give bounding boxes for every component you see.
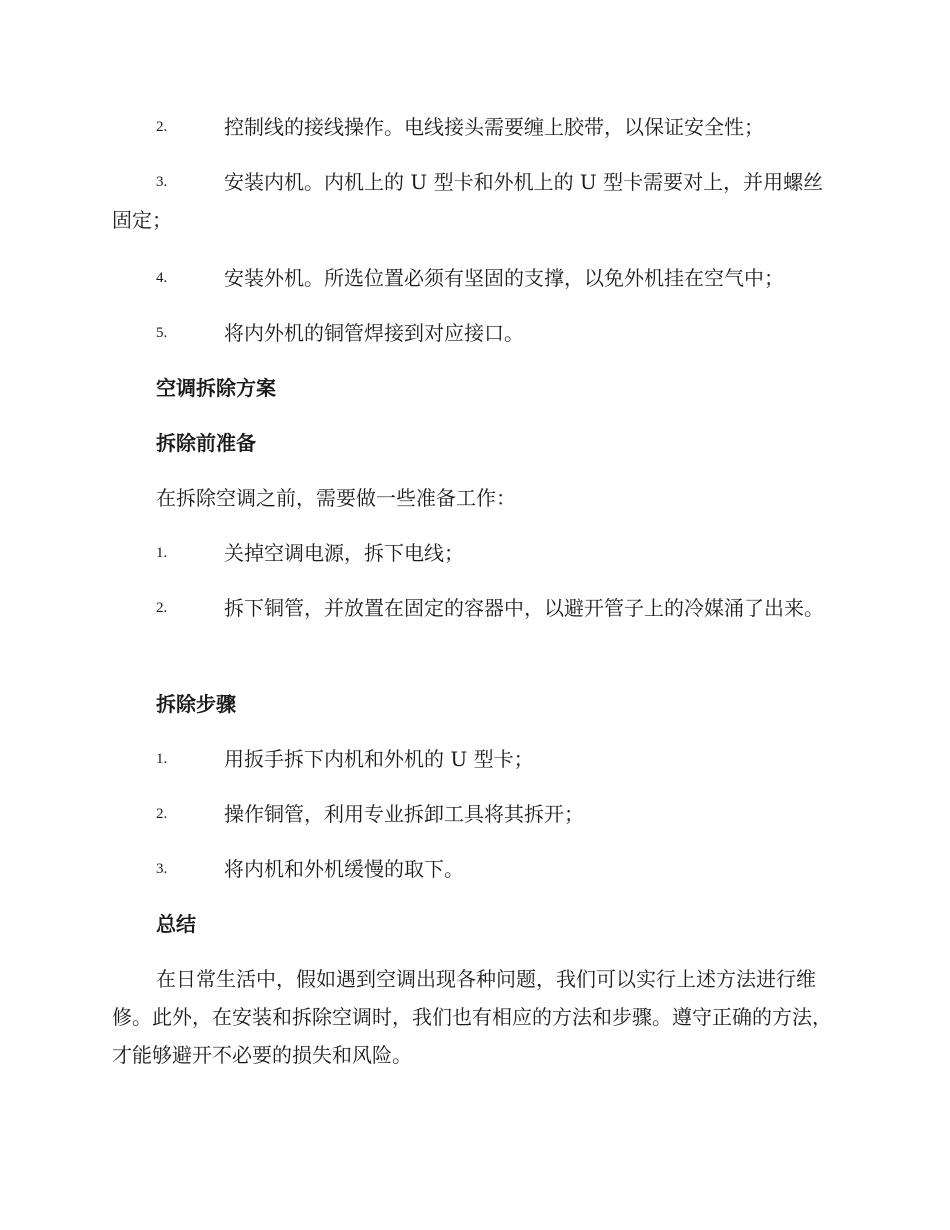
- list-item: [112, 795, 842, 833]
- list-item: [112, 740, 842, 778]
- prep-intro-paragraph: 在拆除空调之前，需要做一些准备工作：: [156, 486, 516, 510]
- list-item-text: 操作铜管，利用专业拆卸工具将其拆开；: [224, 802, 584, 826]
- list-item: [112, 589, 842, 627]
- list-number: 4.: [156, 270, 168, 286]
- list-number: 2.: [156, 806, 168, 822]
- list-item: [112, 163, 842, 239]
- list-item: [112, 314, 842, 352]
- list-number: 1.: [156, 545, 168, 561]
- list-number: 5.: [156, 325, 168, 341]
- list-item-text: 安装内机。内机上的 U 型卡和外机上的 U 型卡需要对上，并用螺丝固定；: [112, 170, 824, 232]
- section-heading-removal: 空调拆除方案: [156, 376, 276, 400]
- list-number: 2.: [156, 119, 168, 135]
- list-number: 1.: [156, 751, 168, 767]
- summary-paragraph: 在日常生活中，假如遇到空调出现各种问题，我们可以实行上述方法进行维修。此外，在安装和拆除空调时，我们也有相应的方法和步骤。遵守正确的方法，才能够避开不必要的损失和风险。: [112, 967, 832, 1067]
- list-item: [112, 534, 842, 572]
- list-item: [112, 259, 842, 297]
- section-heading-summary: 总结: [156, 912, 196, 936]
- list-item-text: 用扳手拆下内机和外机的 U 型卡；: [224, 747, 534, 771]
- list-item-text: 拆下铜管，并放置在固定的容器中，以避开管子上的冷媒涌了出来。: [224, 596, 824, 620]
- list-item: [112, 108, 842, 146]
- list-item: [112, 850, 842, 888]
- list-number: 2.: [156, 600, 168, 616]
- subsection-heading-steps: 拆除步骤: [156, 692, 236, 716]
- list-item-text: 控制线的接线操作。电线接头需要缠上胶带，以保证安全性；: [224, 115, 764, 139]
- subsection-heading-prep: 拆除前准备: [156, 431, 256, 455]
- list-number: 3.: [156, 174, 168, 190]
- list-number: 3.: [156, 861, 168, 877]
- list-item-text: 安装外机。所选位置必须有坚固的支撑，以免外机挂在空气中；: [224, 266, 784, 290]
- list-item-text: 关掉空调电源，拆下电线；: [224, 541, 464, 565]
- list-item-text: 将内外机的铜管焊接到对应接口。: [224, 321, 524, 345]
- list-item-text: 将内机和外机缓慢的取下。: [224, 857, 464, 881]
